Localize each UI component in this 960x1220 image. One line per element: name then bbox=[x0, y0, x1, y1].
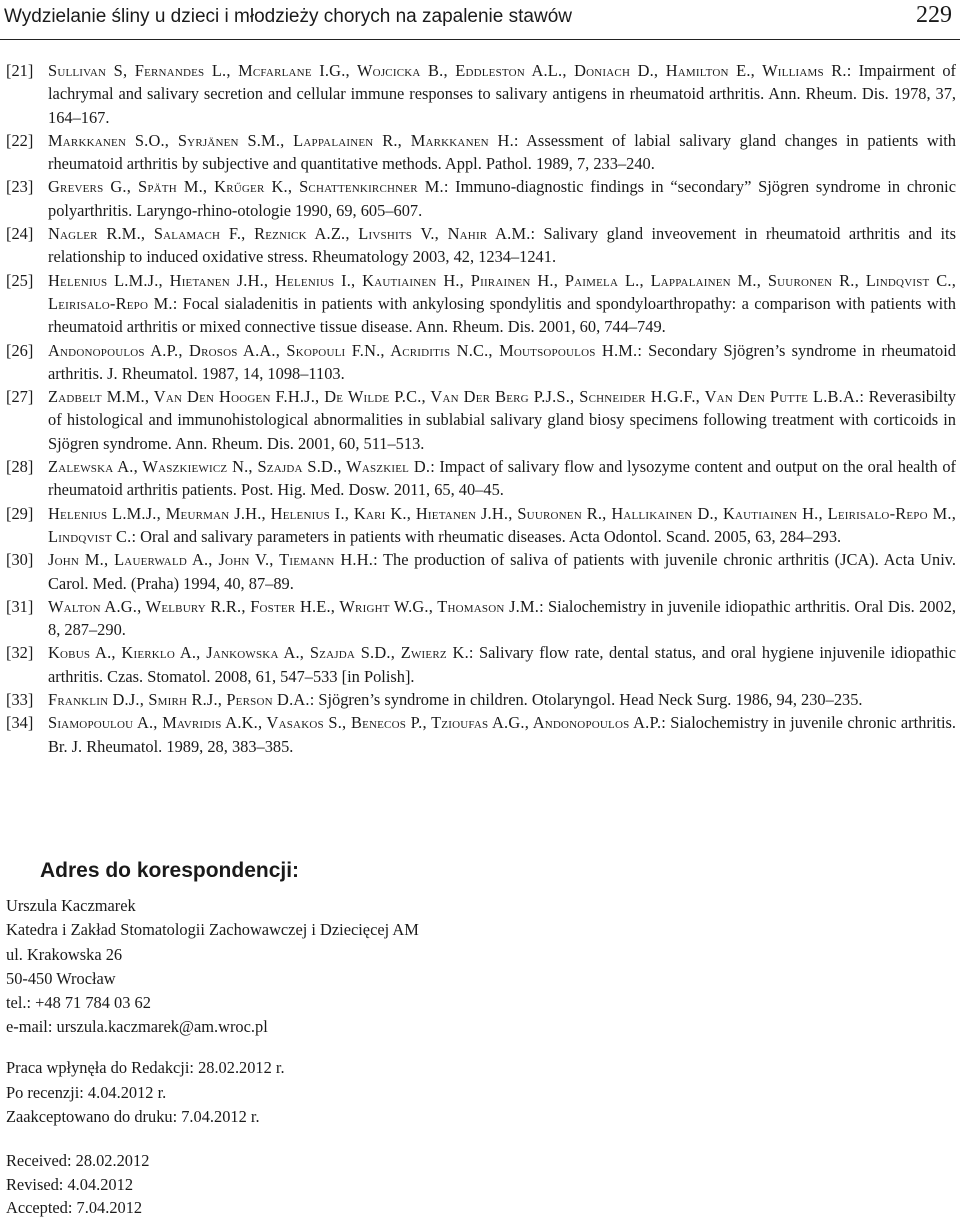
correspondence-email: e-mail: urszula.kaczmarek@am.wroc.pl bbox=[6, 1017, 268, 1037]
reference-body bbox=[48, 175, 956, 222]
reference-number: [30] bbox=[6, 550, 34, 570]
reference-item bbox=[6, 175, 956, 222]
reference-text: : Sjögren’s syndrome in children. Otolaryngol. Head Neck Surg. 1986, 94, 230–235. bbox=[309, 690, 863, 710]
reference-text: : Impact of salivary flow and lysozyme content and output on the oral health of rheumatoid arthritis patients. Post. Hig. Med. Dosw. 2011, 65, 40–45. bbox=[48, 457, 956, 500]
reference-item bbox=[6, 595, 956, 642]
reference-body bbox=[48, 385, 956, 455]
reference-item bbox=[6, 502, 956, 549]
reference-authors: Zadbelt M.M., Van Den Hoogen F.H.J., De Wilde P.C., Van Der Berg P.J.S., Schneider H.G.F., Van Den Putte L.B.A. bbox=[48, 387, 860, 407]
reference-item bbox=[6, 222, 956, 269]
correspondence-name: Urszula Kaczmarek bbox=[6, 896, 136, 915]
reference-authors: Siamopoulou A., Mavridis A.K., Vasakos S., Benecos P., Tzioufas A.G., Andonopoulos A.P. bbox=[48, 713, 662, 733]
reference-authors: Zalewska A., Waszkiewicz N., Szajda S.D., Waszkiel D. bbox=[48, 457, 431, 477]
submission-dates-polish bbox=[6, 1056, 285, 1130]
correspondence-city: 50-450 Wrocław bbox=[6, 968, 116, 988]
reference-authors: Walton A.G., Welbury R.R., Foster H.E., Wright W.G., Thomason J.M. bbox=[48, 596, 540, 616]
reference-authors: Nagler R.M., Salamach F., Reznick A.Z., Livshits V., Nahir A.M. bbox=[48, 224, 531, 244]
reference-body bbox=[48, 129, 956, 176]
reference-number: [32] bbox=[6, 643, 34, 663]
reference-authors: Sullivan S, Fernandes L., Mcfarlane I.G., Wojcicka B., Eddleston A.L., Doniach D., Hamilton E., Williams R. bbox=[48, 61, 847, 80]
correspondence-phone: tel.: +48 71 784 03 62 bbox=[6, 993, 151, 1013]
reference-body bbox=[48, 595, 956, 642]
reference-authors: Markkanen S.O., Syrjänen S.M., Lappalainen R., Markkanen H. bbox=[48, 130, 514, 150]
reference-text: : Secondary Sjögren’s syndrome in rheumatoid arthritis. J. Rheumatol. 1987, 14, 1098–1103. bbox=[48, 340, 956, 383]
reference-text: : Focal sialadenitis in patients with ankylosing spondylitis and spondyloarthropathy: a comparison with patients with rheumatoid arthritis or mixed connective tissue disease. Ann. Rheum. Dis. 2001, 60, 744–749. bbox=[48, 293, 956, 337]
reference-list bbox=[6, 59, 956, 758]
reference-text: : Sialochemistry in juvenile idiopathic arthritis. Oral Dis. 2002, 8, 287–290. bbox=[48, 596, 956, 640]
reference-item bbox=[6, 129, 956, 176]
date-received: Received: 28.02.2012 bbox=[6, 1151, 150, 1170]
reference-text: : Salivary flow rate, dental status, and oral hygiene injuvenile idiopathic arthritis. Czas. Stomatol. 2008, 61, 547–533 [in Polish]. bbox=[48, 643, 956, 686]
reference-item bbox=[6, 688, 956, 711]
reference-authors: Andonopoulos A.P., Drosos A.A., Skopouli F.N., Acriditis N.C., Moutsopoulos H.M. bbox=[48, 340, 638, 360]
date-received-pl: Praca wpłynęła do Redakcji: 28.02.2012 r. bbox=[6, 1058, 285, 1077]
reference-text: : Immuno-diagnostic findings in “secondary” Sjögren syndrome in chronic polyarthritis. Laryngo-rhino-otologie 1990, 69, 605–607. bbox=[48, 177, 956, 220]
reference-text: : Sialochemistry in juvenile chronic arthritis. Br. J. Rheumatol. 1989, 28, 383–385. bbox=[48, 713, 956, 756]
correspondence-department: Katedra i Zakład Stomatologii Zachowawczej i Dziecięcej AM bbox=[6, 920, 419, 940]
page-number: 229 bbox=[916, 2, 952, 28]
reference-authors: Kobus A., Kierklo A., Jankowska A., Szajda S.D., Zwierz K. bbox=[48, 643, 469, 663]
reference-authors: Franklin D.J., Smirh R.J., Person D.A. bbox=[48, 690, 310, 710]
reference-item bbox=[6, 59, 956, 129]
reference-authors: Grevers G., Späth M., Krűger K., Schattenkirchner M. bbox=[48, 177, 444, 197]
date-accepted: Accepted: 7.04.2012 bbox=[6, 1198, 143, 1218]
reference-authors: Helenius L.M.J., Hietanen J.H., Helenius I., Kautiainen H., Piirainen H., Paimela L., Lappalainen M., Suuronen R., Lindqvist C., Leirisalo-Repo M. bbox=[48, 270, 956, 313]
reference-body bbox=[48, 59, 956, 129]
reference-text: : Reverasibilty of histological and immunohistological abnormalities in sublabial salivary gland biosy specimens following treatment with corticoids in Sjögren syndrome. Ann. Rheum. Dis. 2001, 60, 511–513. bbox=[48, 387, 956, 453]
reference-item bbox=[6, 339, 956, 386]
reference-body bbox=[48, 711, 956, 758]
reference-number: [23] bbox=[6, 177, 34, 197]
reference-item bbox=[6, 269, 956, 339]
reference-body bbox=[48, 502, 956, 549]
date-revised: Revised: 4.04.2012 bbox=[6, 1174, 134, 1194]
reference-body bbox=[48, 688, 956, 711]
correspondence-address bbox=[6, 894, 906, 1040]
reference-item bbox=[6, 455, 956, 502]
correspondence-street: ul. Krakowska 26 bbox=[6, 944, 123, 964]
correspondence-block bbox=[6, 856, 906, 1040]
reference-body bbox=[48, 222, 956, 269]
reference-body bbox=[48, 455, 956, 502]
reference-text: : Assessment of labial salivary gland changes in patients with rheumatoid arthritis by subjective and quantitative methods. Appl. Pathol. 1989, 7, 233–240. bbox=[48, 130, 956, 174]
reference-number: [27] bbox=[6, 387, 34, 407]
reference-item bbox=[6, 548, 956, 595]
reference-authors: Helenius L.M.J., Meurman J.H., Helenius I., Kari K., Hietanen J.H., Suuronen R., Hallikainen D., Kautiainen H., Leirisalo-Repo M., Lindqvist C. bbox=[48, 503, 956, 546]
correspondence-heading: Adres do korespondencji: bbox=[40, 859, 300, 882]
reference-number: [33] bbox=[6, 690, 34, 710]
reference-body bbox=[48, 641, 956, 688]
submission-dates-english bbox=[6, 1149, 149, 1220]
reference-item bbox=[6, 641, 956, 688]
reference-number: [22] bbox=[6, 130, 34, 150]
reference-body bbox=[48, 548, 956, 595]
reference-text: : Salivary gland inveovement in rheumatoid arthritis and its relationship to induced oxidative stress. Rheumatology 2003, 42, 1234–1241. bbox=[48, 224, 956, 267]
reference-text: : The production of saliva of patients with juvenile chronic arthritis (JCA). Acta Univ. Carol. Med. (Praha) 1994, 40, 87–89. bbox=[48, 550, 956, 593]
reference-number: [26] bbox=[6, 340, 34, 360]
running-title: Wydzielanie śliny u dzieci i młodzieży chorych na zapalenie stawów bbox=[4, 6, 572, 27]
reference-authors: John M., Lauerwald A., John V., Tiemann H.H. bbox=[48, 550, 374, 570]
reference-number: [28] bbox=[6, 457, 34, 477]
page-header bbox=[0, 0, 960, 40]
reference-number: [21] bbox=[6, 61, 34, 80]
reference-number: [31] bbox=[6, 596, 34, 616]
reference-item bbox=[6, 711, 956, 758]
reference-text: : Oral and salivary parameters in patients with rheumatic diseases. Acta Odontol. Scand. 2005, 63, 284–293. bbox=[131, 526, 842, 546]
reference-number: [25] bbox=[6, 270, 34, 290]
reference-body bbox=[48, 339, 956, 386]
date-accepted-pl: Zaakceptowano do druku: 7.04.2012 r. bbox=[6, 1107, 260, 1126]
reference-number: [24] bbox=[6, 224, 34, 244]
reference-text: : Impairment of lachrymal and salivary secretion and cellular immune responses to salivary antigens in rheumatoid arthritis. Ann. Rheum. Dis. 1978, 37, 164–167. bbox=[48, 61, 956, 127]
date-revised-pl: Po recenzji: 4.04.2012 r. bbox=[6, 1082, 167, 1102]
reference-body bbox=[48, 269, 956, 339]
reference-number: [34] bbox=[6, 713, 34, 733]
reference-number: [29] bbox=[6, 503, 34, 523]
reference-item bbox=[6, 385, 956, 455]
